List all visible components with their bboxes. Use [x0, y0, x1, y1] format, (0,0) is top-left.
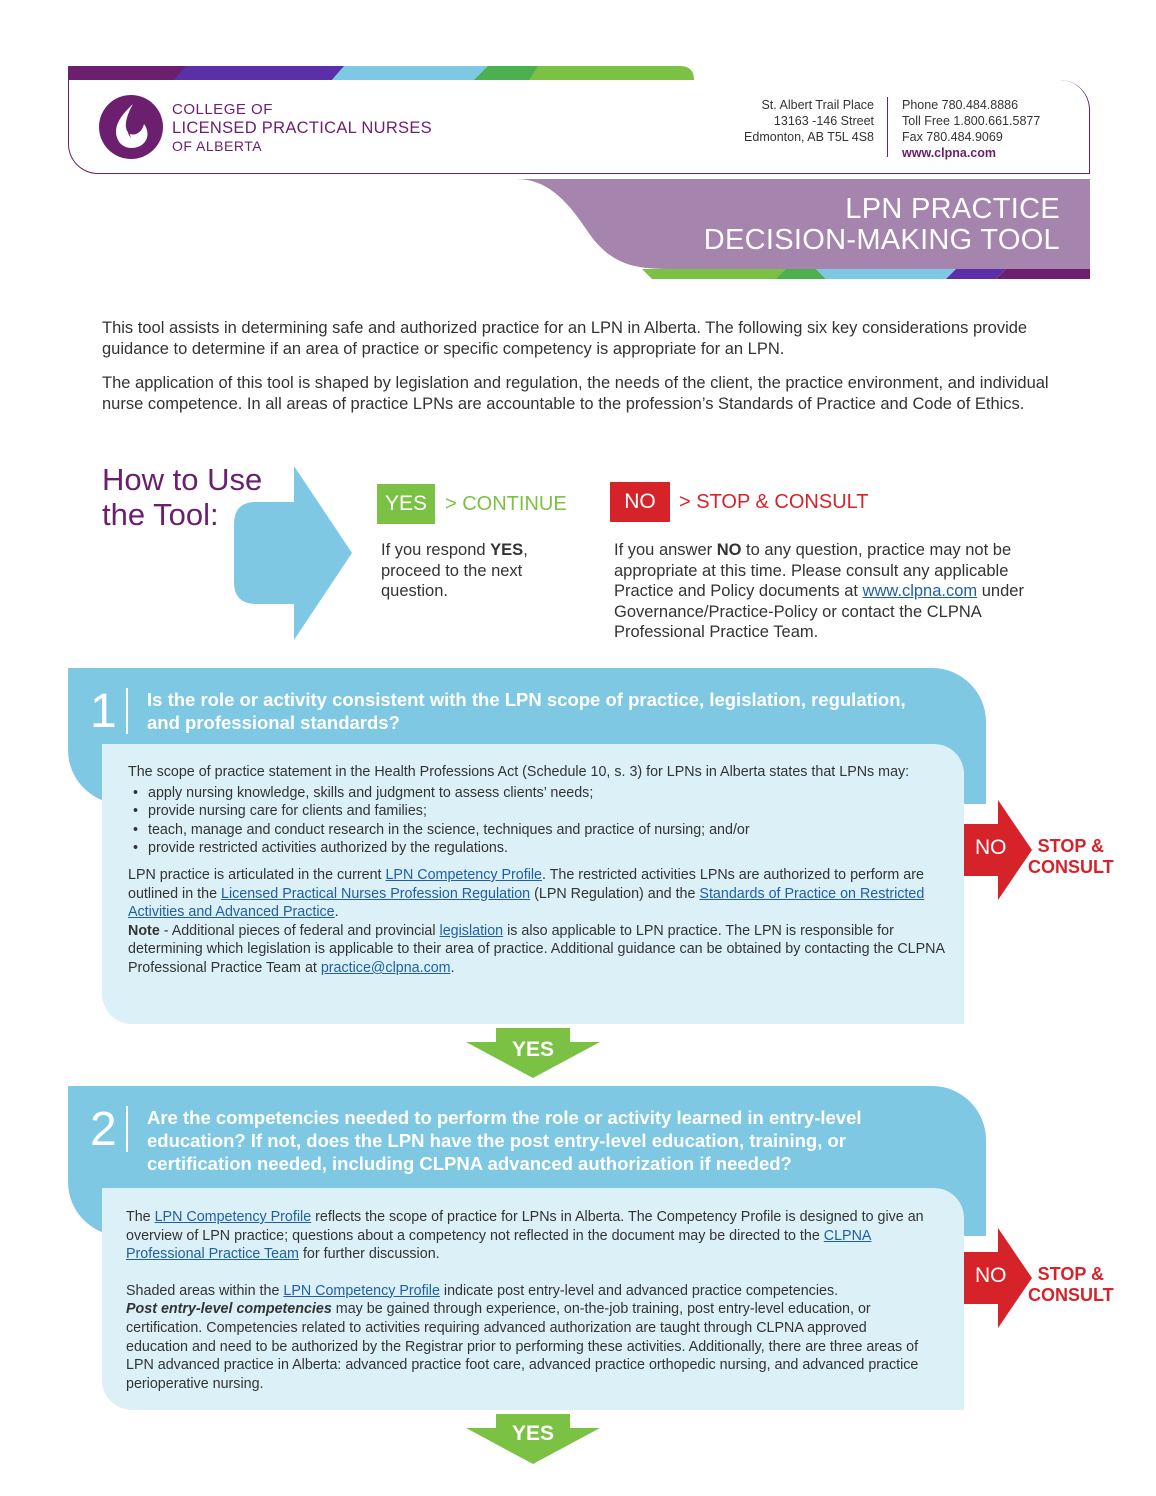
- toll-free: Toll Free 1.800.661.5877: [902, 114, 1041, 128]
- text: Shaded areas within the: [126, 1282, 284, 1299]
- text: may be gained through experience, on-the-job training, post entry-level education, or certification. Competencies related to activities requiring advanced authorization are taught through CLPNA approved education and need to be authorized by the Registrar prior to performing these activities. Additionally, there are three areas of LPN advanced practice in Alberta: advanced practice foot care, advanced practice orthopedic nursing, and advanced practice perioperative nursing.: [126, 1301, 919, 1392]
- title-line2: DECISION-MAKING TOOL: [703, 224, 1060, 256]
- question-2-text: Are the competencies needed to perform the role or activity learned in entry-level education? If not, does the LPN have the post entry-level education, training, or certification needed, including CLPNA advanced authorization if needed?: [147, 1107, 862, 1174]
- org-name-line1: COLLEGE OF: [172, 101, 273, 118]
- text: .: [450, 959, 455, 976]
- text: under Governance/Practice-Policy or contact the CLPNA Professional Practice Team.: [614, 582, 1024, 641]
- intro-paragraph-1: This tool assists in determining safe and authorized practice for an LPN in Alberta. The following six key considerations provide guidance to determine if an area of practice or specific competency is appropriate for an LPN.: [102, 319, 1028, 358]
- how-to-line1: How to Use: [102, 462, 263, 497]
- text: - Additional pieces of federal and provincial: [159, 922, 440, 939]
- text: If you respond: [381, 541, 491, 559]
- org-name: [172, 101, 432, 155]
- address-block: [744, 97, 874, 145]
- legislation-link[interactable]: legislation: [439, 922, 504, 939]
- consult-line: CONSULT: [1028, 857, 1114, 877]
- text: LPN practice is articulated in the current: [128, 866, 386, 883]
- no-description: [614, 540, 1044, 643]
- list-item: • apply nursing knowledge, skills and judgment to assess clients’ needs;: [128, 784, 950, 803]
- fax: Fax 780.484.9069: [902, 130, 1003, 144]
- address-line: 13163 -146 Street: [773, 114, 874, 128]
- text: , proceed to the next question.: [381, 541, 528, 600]
- no-arrow-label: NO: [975, 836, 1007, 859]
- lpn-regulation-link[interactable]: Licensed Practical Nurses Profession Regulation: [221, 885, 531, 902]
- text: indicate post entry-level and advanced practice competencies.: [439, 1282, 839, 1299]
- text: . The restricted activities LPNs are authorized to perform are outlined in the: [128, 866, 924, 902]
- right-arrow-icon: [234, 466, 352, 640]
- yes-continue-label: > CONTINUE: [445, 493, 567, 515]
- page-title: [704, 194, 1060, 256]
- contact-block: [902, 97, 1040, 161]
- intro-paragraph-2: The application of this tool is shaped by legislation and regulation, the needs of the client, the practice environment, and individual nurse competence. In all areas of practice LPNs are accountable to the profession’s Standards of Practice and Code of Ethics.: [102, 374, 1049, 413]
- title-line1: LPN PRACTICE: [845, 193, 1060, 225]
- how-to-line2: the Tool:: [102, 497, 219, 532]
- q2-paragraph-1: [126, 1208, 932, 1264]
- note-label: Note: [128, 922, 160, 939]
- org-name-line3: OF ALBERTA: [172, 138, 263, 154]
- text: to any question, practice may not be appropriate at this time. Please consult any applicable Practice and Policy documents at: [614, 541, 1012, 600]
- q2-paragraph-2: [126, 1282, 932, 1394]
- lpn-competency-profile-link[interactable]: LPN Competency Profile: [385, 866, 543, 883]
- text: The: [126, 1209, 155, 1225]
- question-2-number: 2: [90, 1103, 117, 1156]
- org-name-line2: LICENSED PRACTICAL NURSES: [172, 119, 432, 137]
- no-stop-consult-label: > STOP & CONSULT: [679, 491, 869, 513]
- text-bold-italic: Post entry-level competencies: [126, 1301, 332, 1318]
- q1-bullet-list: [128, 784, 950, 858]
- list-item: • provide nursing care for clients and families;: [128, 802, 950, 821]
- phone: Phone 780.484.8886: [902, 98, 1019, 112]
- yes-description: [381, 540, 581, 602]
- q1-note: [128, 922, 950, 978]
- standards-of-practice-link[interactable]: Standards of Practice on Restricted Activities and Advanced Practice: [128, 885, 925, 921]
- address-line: Edmonton, AB T5L 4S8: [744, 130, 874, 144]
- text: reflects the scope of practice for LPNs in Alberta. The Competency Profile is designed to give an overview of LPN practice; questions about a competency not reflected in the document may be directed to the: [126, 1209, 924, 1244]
- lpn-competency-profile-link[interactable]: LPN Competency Profile: [154, 1209, 312, 1225]
- address-line: St. Albert Trail Place: [761, 98, 874, 112]
- text: (LPN Regulation) and the: [530, 885, 700, 902]
- question-1-number: 1: [90, 685, 117, 738]
- contact-divider: [887, 97, 888, 157]
- yes-arrow-label: YES: [511, 1038, 555, 1061]
- text-bold: YES: [490, 541, 524, 559]
- text: If you answer: [614, 541, 717, 559]
- question-1-text: Is the role or activity consistent with the LPN scope of practice, legislation, regulation, and professional standards?: [147, 689, 906, 733]
- question-2-content: [126, 1208, 932, 1393]
- list-item: • teach, manage and conduct research in the science, techniques and practice of nursing; and/or: [128, 821, 950, 840]
- consult-line: CONSULT: [1028, 1285, 1114, 1305]
- text-bold: NO: [716, 541, 742, 559]
- list-item: • provide restricted activities authorized by the regulations.: [128, 839, 950, 858]
- practice-email-link[interactable]: practice@clpna.com: [320, 959, 451, 976]
- stop-line: STOP &: [1037, 1264, 1105, 1284]
- stop-consult-label: [1028, 836, 1114, 878]
- question-1-content: [128, 763, 950, 978]
- stop-consult-label: [1028, 1264, 1114, 1306]
- clpna-website-link[interactable]: www.clpna.com: [862, 582, 978, 600]
- yes-arrow-label: YES: [511, 1422, 555, 1445]
- text: for further discussion.: [298, 1246, 440, 1263]
- q1-intro: The scope of practice statement in the Health Professions Act (Schedule 10, s. 3) for LPNs in Alberta states that LPNs may:: [128, 764, 910, 780]
- q1-paragraph-2: [128, 866, 950, 922]
- question-1-divider: [126, 688, 128, 734]
- question-2-divider: [126, 1106, 128, 1152]
- no-arrow-label: NO: [975, 1264, 1007, 1287]
- stop-line: STOP &: [1037, 836, 1105, 856]
- text: .: [334, 904, 339, 921]
- professional-practice-team-link[interactable]: CLPNA Professional Practice Team: [126, 1227, 872, 1263]
- no-badge: NO: [610, 482, 670, 522]
- website-link[interactable]: www.clpna.com: [902, 146, 997, 160]
- text: is also applicable to LPN practice. The LPN is responsible for determining which legislation is applicable to their area of practice. Additional guidance can be obtained by contacting the CLPNA Professional Practice Team at: [128, 922, 945, 976]
- clpna-logo: [98, 94, 164, 160]
- yes-badge: YES: [377, 484, 435, 524]
- lpn-competency-profile-link[interactable]: LPN Competency Profile: [283, 1282, 440, 1299]
